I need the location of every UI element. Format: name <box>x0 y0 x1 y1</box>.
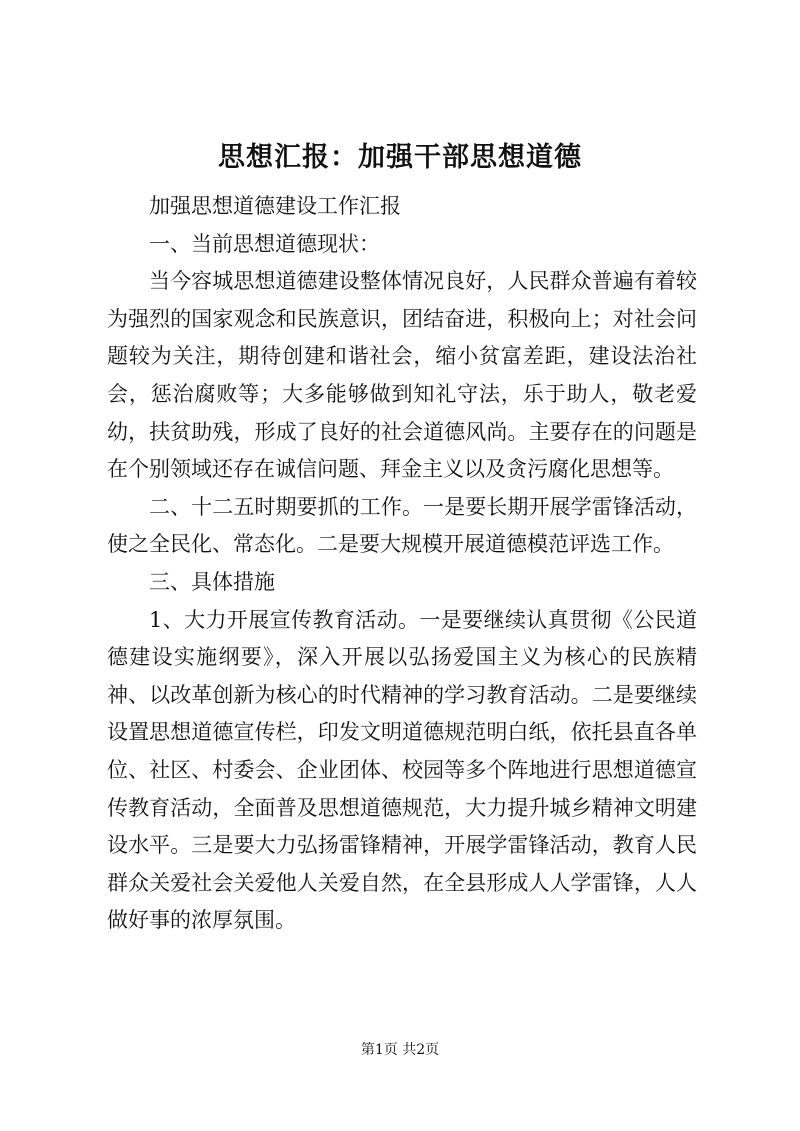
paragraph-subtitle: 加强思想道德建设工作汇报 <box>149 194 401 218</box>
paragraph-section-2: 二、十二五时期要抓的工作。一是要长期开展学雷锋活动，使之全民化、常态化。二是要大规模开展道德模范评选工作。 <box>107 494 697 557</box>
document-title: 思想汇报：加强干部思想道德 <box>218 142 582 173</box>
document-body <box>107 188 697 940</box>
paragraph-current-status: 当今容城思想道德建设整体情况良好，人民群众普遍有着较为强烈的国家观念和民族意识，团结奋进，积极向上；对社会问题较为关注，期待创建和谐社会，缩小贫富差距，建设法治社会，惩治腐败等；大多能够做到知礼守法，乐于助人，敬老爱幼，扶贫助残，形成了良好的社会道德风尚。主要存在的问题是在个别领域还存在诚信问题、拜金主义以及贪污腐化思想等。 <box>107 269 697 482</box>
paragraph-section-3-heading: 三、具体措施 <box>149 569 275 594</box>
paragraph-measure-1: 1、大力开展宣传教育活动。一是要继续认真贯彻《公民道德建设实施纲要》，深入开展以弘扬爱国主义为核心的民族精神、以改革创新为核心的时代精神的学习教育活动。二是要继续设置思想道德宣传栏，印发文明道德规范明白纸，依托县直各单位、社区、村委会、企业团体、校园等多个阵地进行思想道德宣传教育活动，全面普及思想道德规范，大力提升城乡精神文明建设水平。三是要大力弘扬雷锋精神，开展学雷锋活动，教育人民群众关爱社会关爱他人关爱自然，在全县形成人人学雷锋，人人做好事的浓厚氛围。 <box>107 607 697 933</box>
paragraph-section-1-heading: 一、当前思想道德现状： <box>149 231 380 256</box>
page-number-footer: 第1页 共2页 <box>360 1042 440 1058</box>
